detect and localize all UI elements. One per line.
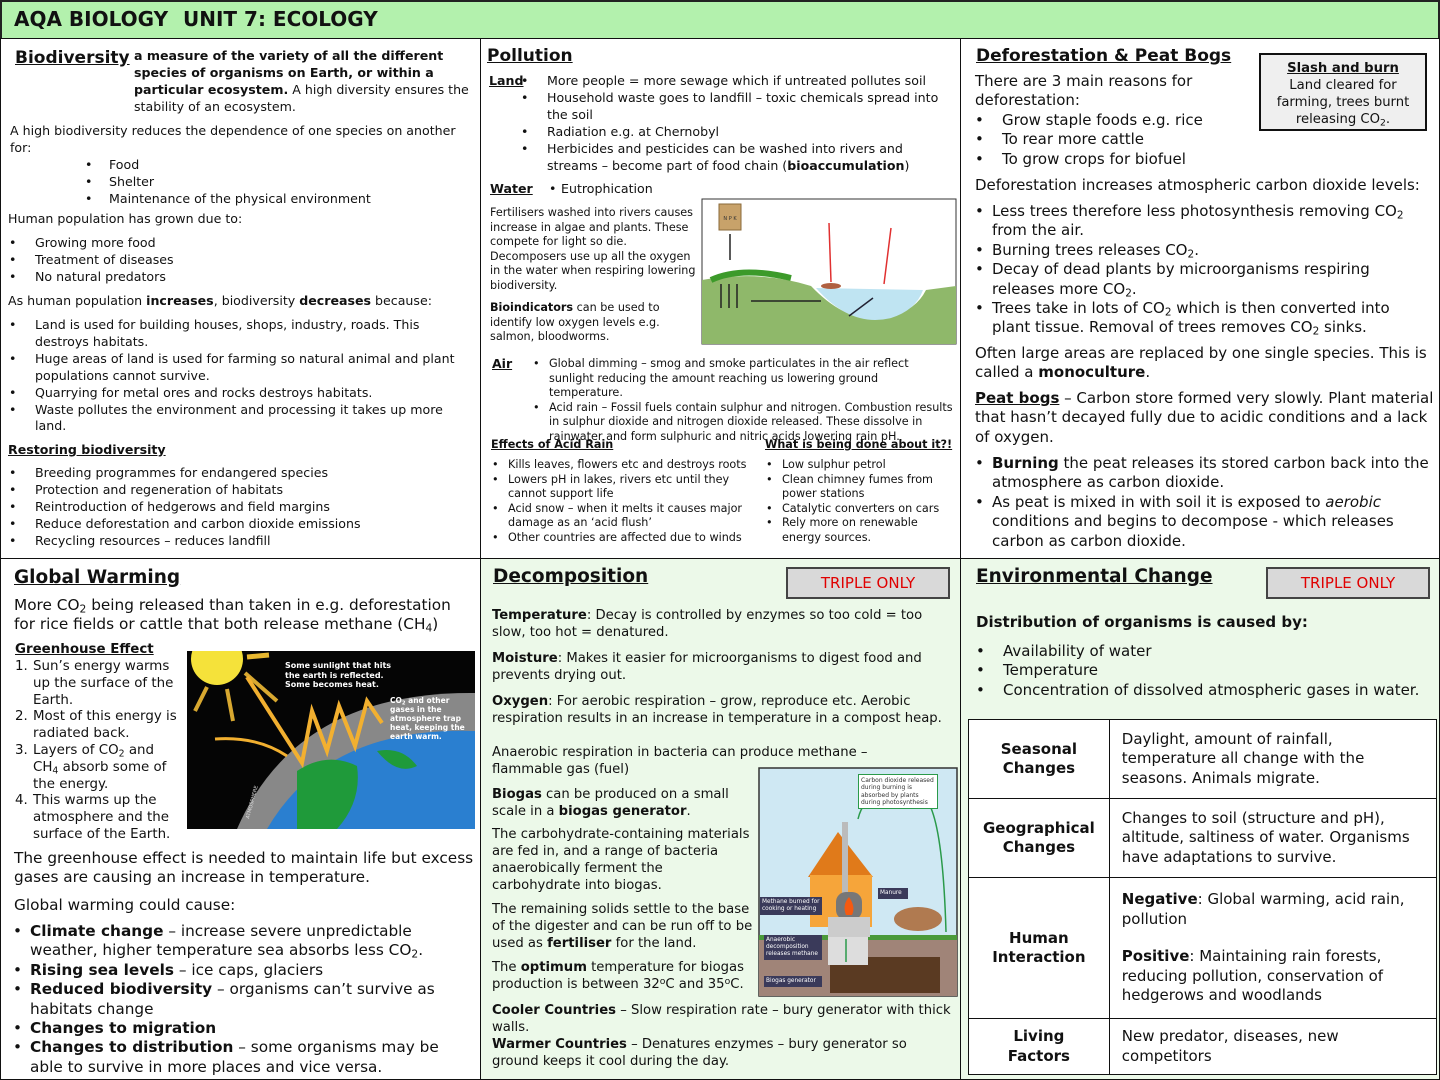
air-label: Air xyxy=(492,356,513,371)
anaerobic-text: Anaerobic respiration in bacteria can produce methane – flammable gas (fuel) xyxy=(492,745,868,777)
greenhouse-step: 1. Sun’s energy warms up the surface of the Earth. xyxy=(15,659,174,708)
description-cell xyxy=(1109,1019,1436,1075)
list-item: • Clean chimney fumes from power stations xyxy=(782,473,957,502)
greenhouse-step: 4. This warms up the atmosphere and the surface of the Earth. xyxy=(15,793,171,842)
greenhouse-reflected-label: Some sunlight that hits the earth is reflected. Some becomes heat. xyxy=(285,661,392,689)
list-item: • Household waste goes to landfill – toxic chemicals spread into the soil xyxy=(547,90,952,124)
restoring-title: Restoring biodiversity xyxy=(8,442,166,457)
temperature-text: Temperature: Decay is controlled by enzymes so too cold = too slow, too hot = denatured. xyxy=(492,608,923,640)
list-item: • As peat is mixed in with soil it is exposed to aerobic conditions and begins to decompose - which releases carbon as carbon dioxide. xyxy=(992,493,1432,551)
acid-rain-action-title: What is being done about it?! xyxy=(765,438,953,451)
acid-rain-effects-title: Effects of Acid Rain xyxy=(491,438,614,451)
peat-list xyxy=(992,454,1432,551)
pollution-panel xyxy=(480,38,961,559)
list-item: • Temperature xyxy=(1003,661,1433,680)
dependence-list xyxy=(109,157,469,208)
air-list xyxy=(549,357,954,444)
list-item: • Changes to distribution – some organisms may be able to survive in more places and vice versa. xyxy=(30,1038,475,1077)
peat-bogs-text: Peat bogs – Carbon store formed very slowly. Plant material that hasn’t decayed fully due to acidic conditions and a lack of oxygen. xyxy=(975,389,1434,446)
distribution-list xyxy=(1003,642,1433,700)
manure-label: Manure xyxy=(878,888,908,899)
fertiliser-bag-label: N P K xyxy=(723,216,737,222)
description-cell xyxy=(1109,799,1436,878)
factor-cell: Seasonal Changes xyxy=(969,720,1110,799)
triple-only-badge: TRIPLE ONLY xyxy=(786,567,950,599)
list-item: • Quarrying for metal ores and rocks destroys habitats. xyxy=(35,385,465,402)
moisture-text: Moisture: Makes it easier for microorganisms to digest food and prevents drying out. xyxy=(492,651,922,683)
optimum-text: The optimum temperature for biogas production is between 32$^o$C and 35$^o$C. xyxy=(492,960,744,992)
description-cell xyxy=(1109,720,1436,799)
list-item: • More people = more sewage which if untreated pollutes soil xyxy=(547,73,952,90)
description-text: Changes to soil (structure and pH), altitude, saltiness of water. Organisms have adaptations to survive. xyxy=(1121,808,1410,866)
list-item: • Climate change – increase severe unpredictable weather, higher temperature sea absorbs less $CO_2$. xyxy=(30,922,475,961)
factor-cell: Living Factors xyxy=(969,1019,1110,1075)
triple-only-badge: TRIPLE ONLY xyxy=(1266,567,1430,599)
growth-text: Human population has grown due to: xyxy=(8,211,243,226)
list-item: • Global dimming – smog and smoke particulates in the air reflect sunlight reducing the amount reaching us lowering ground temperature. xyxy=(549,357,954,401)
list-item: • Maintenance of the physical environment xyxy=(109,191,469,208)
greenhouse-trap-label: $CO_2$ and other gases in the atmosphere trap heat, keeping the earth warm. xyxy=(390,696,465,740)
remaining-solids-text: The remaining solids settle to the base of the digester and can be run off to be used as fertiliser for the land. xyxy=(492,902,753,951)
list-item: • Less trees therefore less photosynthesis removing $CO_2$ from the air. xyxy=(992,202,1432,241)
list-item: • Radiation e.g. at Chernobyl xyxy=(547,124,952,141)
list-item: • Concentration of dissolved atmospheric gases in water. xyxy=(1003,681,1433,700)
global-warming-panel xyxy=(0,558,481,1080)
list-item: • Availability of water xyxy=(1003,642,1433,661)
environmental-factors-table xyxy=(968,719,1437,1075)
list-item: • Land is used for building houses, shops, industry, roads. This destroys habitats. xyxy=(35,317,465,351)
list-item: • Eutrophication xyxy=(561,181,861,198)
water-label: Water xyxy=(490,181,533,196)
deforestation-panel xyxy=(960,38,1440,559)
biodiversity-title: Biodiversity xyxy=(15,48,130,68)
list-item: • Low sulphur petrol xyxy=(782,458,957,473)
eutrophication-diagram xyxy=(701,198,957,345)
water-list xyxy=(561,181,861,198)
list-item: • Herbicides and pesticides can be washed into rivers and streams – become part of food chain (bioaccumulation) xyxy=(547,141,952,175)
land-label: Land xyxy=(489,73,524,88)
description-text: Negative: Global warming, acid rain, pollution xyxy=(1121,890,1405,928)
biogas-generator-image xyxy=(758,767,958,997)
global-warming-effects-list xyxy=(30,922,475,1077)
list-item: • To grow crops for biofuel xyxy=(1002,150,1262,169)
list-item: • Rely more on renewable energy sources. xyxy=(782,516,957,545)
slash-and-burn-box xyxy=(1259,53,1427,131)
pollution-title: Pollution xyxy=(487,46,573,66)
methane-burned-label: Methane burned for cooking or heating xyxy=(760,897,822,915)
atmosphere-label: ATMOSPHERE xyxy=(245,785,260,820)
biogas-co2-label: Carbon dioxide released during burning is absorbed by plants during photosynthesis xyxy=(858,774,938,809)
biogas-text: Biogas can be produced on a small scale in a biogas generator. xyxy=(492,787,729,819)
page-header xyxy=(0,0,1440,38)
list-item: • Shelter xyxy=(109,174,469,191)
restoring-list xyxy=(35,465,465,550)
table-row xyxy=(969,1019,1437,1075)
global-warming-intro: More $CO_2$ being released than taken in e.g. deforestation for rice fields or cattle that both release methane $(CH_4)$ xyxy=(14,596,451,636)
greenhouse-effect-image xyxy=(187,651,475,829)
global-warming-title: Global Warming xyxy=(14,567,181,588)
list-item: • Acid snow – when it melts it causes major damage as an ‘acid flush’ xyxy=(508,502,758,531)
biodiversity-panel xyxy=(0,38,481,559)
list-item: • Breeding programmes for endangered species xyxy=(35,465,465,482)
list-item: • Catalytic converters on cars xyxy=(782,502,957,517)
list-item: • Growing more food xyxy=(35,235,465,252)
factor-cell: Geographical Changes xyxy=(969,799,1110,878)
list-item: • Waste pollutes the environment and processing it takes up more land. xyxy=(35,402,465,436)
list-item: • Treatment of diseases xyxy=(35,252,465,269)
list-item: • Other countries are affected due to winds xyxy=(508,531,758,546)
environmental-change-panel xyxy=(960,558,1440,1080)
list-item: • Burning the peat releases its stored carbon back into the atmosphere as carbon dioxide. xyxy=(992,454,1432,493)
decrease-list xyxy=(35,317,465,435)
list-item: • Acid rain – Fossil fuels contain sulphur and nitrogen. Combustion results in sulphur dioxide and nitrogen dioxide released. These dissolve in rainwater and form sulphuric and nitric acids lowering rain pH. xyxy=(549,401,954,445)
greenhouse-steps xyxy=(15,659,183,844)
list-item: • Decay of dead plants by microorganisms respiring releases more $CO_2$. xyxy=(992,260,1432,299)
list-item: • Reduced biodiversity – organisms can’t survive as habitats change xyxy=(30,980,475,1019)
co2-list xyxy=(992,202,1432,338)
distribution-text: Distribution of organisms is caused by: xyxy=(976,613,1308,631)
list-item: • Grow staple foods e.g. rice xyxy=(1002,111,1262,130)
bioindicators-text: Bioindicators can be used to identify low oxygen levels e.g. salmon, bloodworms. xyxy=(490,301,660,343)
list-item: • Recycling resources – reduces landfill xyxy=(35,533,465,550)
unit-title: UNIT 7: ECOLOGY xyxy=(183,7,378,31)
greenhouse-title: Greenhouse Effect xyxy=(15,642,154,657)
acid-rain-effects-list xyxy=(508,458,758,545)
list-item: • Changes to migration xyxy=(30,1019,475,1038)
greenhouse-step: 3. Layers of $CO_2$ and $CH_4$ absorb some of the energy. xyxy=(15,742,167,792)
description-cell xyxy=(1109,878,1436,1019)
cooler-countries-text: Cooler Countries – Slow respiration rate – bury generator with thick walls. xyxy=(492,1003,951,1035)
decomposition-panel xyxy=(480,558,961,1080)
list-item: • Reintroduction of hedgerows and field margins xyxy=(35,499,465,516)
carbohydrate-text: The carbohydrate-containing materials are fed in, and a range of bacteria anaerobically ferment the carbohydrate into biogas. xyxy=(492,827,750,893)
reasons-list xyxy=(1002,111,1262,169)
monoculture-text: Often large areas are replaced by one single species. This is called a monoculture. xyxy=(975,344,1427,382)
subject-title: AQA BIOLOGY xyxy=(14,7,169,31)
factor-cell: Human Interaction xyxy=(969,878,1110,1019)
could-cause-text: Global warming could cause: xyxy=(14,896,236,914)
list-item: • To rear more cattle xyxy=(1002,130,1262,149)
list-item: • Huge areas of land is used for farming so natural animal and plant populations cannot survive. xyxy=(35,351,465,385)
table-row xyxy=(969,878,1437,1019)
list-item: • Burning trees releases $CO_2$. xyxy=(992,241,1432,260)
list-item: • Rising sea levels – ice caps, glaciers xyxy=(30,961,475,980)
list-item: • Reduce deforestation and carbon dioxide emissions xyxy=(35,516,465,533)
description-text: Positive: Maintaining rain forests, reducing pollution, conservation of hedgerows and woodlands xyxy=(1121,947,1384,1005)
list-item: • Lowers pH in lakes, rivers etc until they cannot support life xyxy=(508,473,758,502)
reasons-text: There are 3 main reasons for deforestation: xyxy=(975,72,1193,110)
table-row xyxy=(969,799,1437,878)
greenhouse-step: 2. Most of this energy is radiated back. xyxy=(15,709,177,742)
slash-and-burn-text: Land cleared for farming, trees burnt releasing $CO_2$. xyxy=(1276,78,1410,129)
list-item: • No natural predators xyxy=(35,269,465,286)
greenhouse-needed-text: The greenhouse effect is needed to maintain life but excess gases are causing an increase in temperature. xyxy=(14,849,474,887)
acid-rain-action-list xyxy=(782,458,957,545)
description-text: Daylight, amount of rainfall, temperature all change with the seasons. Animals migrate. xyxy=(1121,729,1365,787)
environmental-change-title: Environmental Change xyxy=(976,566,1213,587)
description-text: New predator, diseases, new competitors xyxy=(1121,1027,1339,1065)
slash-and-burn-title: Slash and burn xyxy=(1287,61,1399,76)
biodiversity-definition: a measure of the variety of all the different species of organisms on Earth, or within a particular ecosystem. A high diversity ensures the stability of an ecosystem. xyxy=(134,48,469,114)
growth-list xyxy=(35,235,465,286)
list-item: • Kills leaves, flowers etc and destroys roots xyxy=(508,458,758,473)
decomposition-title: Decomposition xyxy=(493,566,649,587)
decrease-text: As human population increases, biodiversity decreases because: xyxy=(8,293,432,308)
co2-text: Deforestation increases atmospheric carbon dioxide levels: xyxy=(975,176,1420,194)
list-item: • Trees take in lots of $CO_2$ which is then converted into plant tissue. Removal of trees removes $CO_2$ sinks. xyxy=(992,299,1432,338)
biogas-generator-label: Biogas generator xyxy=(764,976,822,987)
land-list xyxy=(547,73,952,174)
eutrophication-text: Fertilisers washed into rivers causes increase in algae and plants. These compete for light so die. Decomposers use up all the oxygen in the water when respiring lowering biodiversity. xyxy=(490,206,696,292)
deforestation-title: Deforestation & Peat Bogs xyxy=(976,46,1232,66)
table-row xyxy=(969,720,1437,799)
anaerobic-decomposition-label: Anaerobic decomposition releases methane xyxy=(764,935,822,960)
dependence-text: A high biodiversity reduces the dependence of one species on another for: xyxy=(10,123,456,155)
list-item: • Food xyxy=(109,157,469,174)
oxygen-text: Oxygen: For aerobic respiration – grow, reproduce etc. Aerobic respiration results in an increase in temperature in a compost heap. xyxy=(492,694,942,726)
warmer-countries-text: Warmer Countries – Denatures enzymes – bury generator so ground keeps it cool during the day. xyxy=(492,1037,907,1069)
list-item: • Protection and regeneration of habitats xyxy=(35,482,465,499)
